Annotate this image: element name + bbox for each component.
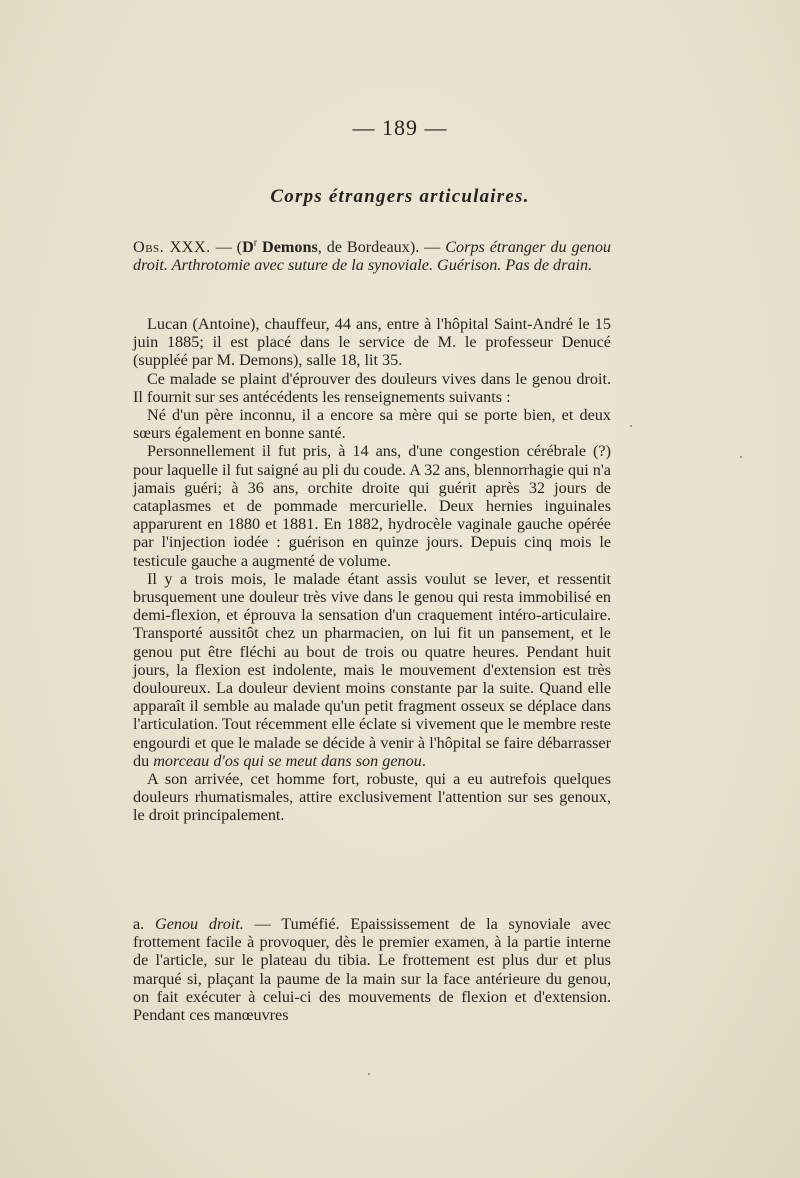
exam-dash: — — [243, 915, 282, 933]
observation-subject: Corps étranger du genou droit. Arthrotomie avec suture de la synoviale. Guérison. Pas de drain. — [133, 238, 612, 275]
onset-quote: morceau d'os qui se meut dans son genou — [153, 751, 422, 770]
doctor-title-superscript: r — [253, 237, 258, 249]
onset-end: . — [421, 751, 426, 770]
observation-header — [133, 238, 611, 274]
paragraph-patient-intro: Lucan (Antoine), chauffeur, 44 ans, entre à l'hôpital Saint-André le 15 juin 1885; il est placé dans le service de M. le professeur Denucé (suppléé par M. Demons), salle 18, lit 35. — [133, 315, 611, 370]
paragraph-onset — [133, 570, 611, 770]
paper-speck — [630, 425, 632, 427]
doctor-title: D — [242, 238, 254, 256]
paragraph-history: Personnellement il fut pris, à 14 ans, d'une congestion cérébrale (?) pour laquelle il fut saigné au pli du coude. A 32 ans, blennorrhagie qui n'a jamais guéri; à 36 ans, orchite droite qui guérit après 32 jours de cataplasmes et de pommade mercurielle. Deux hernies inguinales apparurent en 1880 et 1881. En 1882, hydrocèle vaginale gauche opérée par l'injection iodée : guérison en quinze jours. Depuis cinq mois le testicule gauche a augmenté de volume. — [133, 442, 611, 570]
paragraph-arrival: A son arrivée, cet homme fort, robuste, qui a eu autrefois quelques douleurs rhumatismales, attire exclusivement l'attention sur ses genoux, le droit principalement. — [133, 770, 611, 825]
exam-title: Genou droit. — [155, 915, 244, 933]
exam-text: Tuméfié. Epaississement de la synoviale avec frottement facile à provoquer, dès le premier examen, à la partie interne de l'article, sur le plateau du tibia. Le frottement est plus dur et plus marqué si, plaçant la paume de la main sur la face antérieure du genou, on fait exécuter à celui-ci des mouvements de flexion et d'extension. Pendant ces manœuvres — [133, 915, 611, 1025]
page-number: — 189 — — [352, 115, 448, 140]
header-dash: — ( — [210, 238, 243, 256]
paragraph-right-knee — [133, 915, 611, 1024]
exam-prefix: a. — [133, 915, 155, 933]
exam-section — [133, 915, 611, 1024]
doctor-place: , de Bordeaux). — — [317, 238, 446, 256]
doctor-name: Demons — [257, 238, 318, 256]
observation-label: Obs. XXX. — [133, 238, 211, 256]
paragraph-family: Né d'un père inconnu, il a encore sa mère qui se porte bien, et deux sœurs également en bonne santé. — [133, 406, 611, 443]
section-title: Corps étrangers articulaires. — [270, 186, 530, 207]
body-text — [133, 315, 611, 825]
paper-speck — [740, 456, 742, 458]
onset-text: Il y a trois mois, le malade étant assis voulut se lever, et ressentit brusquement une douleur très vive dans le genou qui resta immobilisé en demi-flexion, et éprouva la sensation d'un craquement intéro-articulaire. Transporté aussitôt chez un pharmacien, on lui fit un pansement, et le genou put être fléchi au bout de trois ou quatre heures. Pendant huit jours, la flexion est indolente, mais le mouvement d'extension est très douloureux. La douleur devient moins constante par la suite. Quand elle apparaît il semble au malade qu'un petit fragment osseux se déplace dans l'articulation. Tout récemment elle éclate si vivement que le membre reste engourdi et que le malade se décide à venir à l'hôpital se faire débarrasser du — [133, 569, 611, 770]
paragraph-complaint: Ce malade se plaint d'éprouver des douleurs vives dans le genou droit. Il fournit sur ses antécédents les renseignements suivants : — [133, 369, 611, 406]
paper-speck — [368, 1073, 370, 1075]
